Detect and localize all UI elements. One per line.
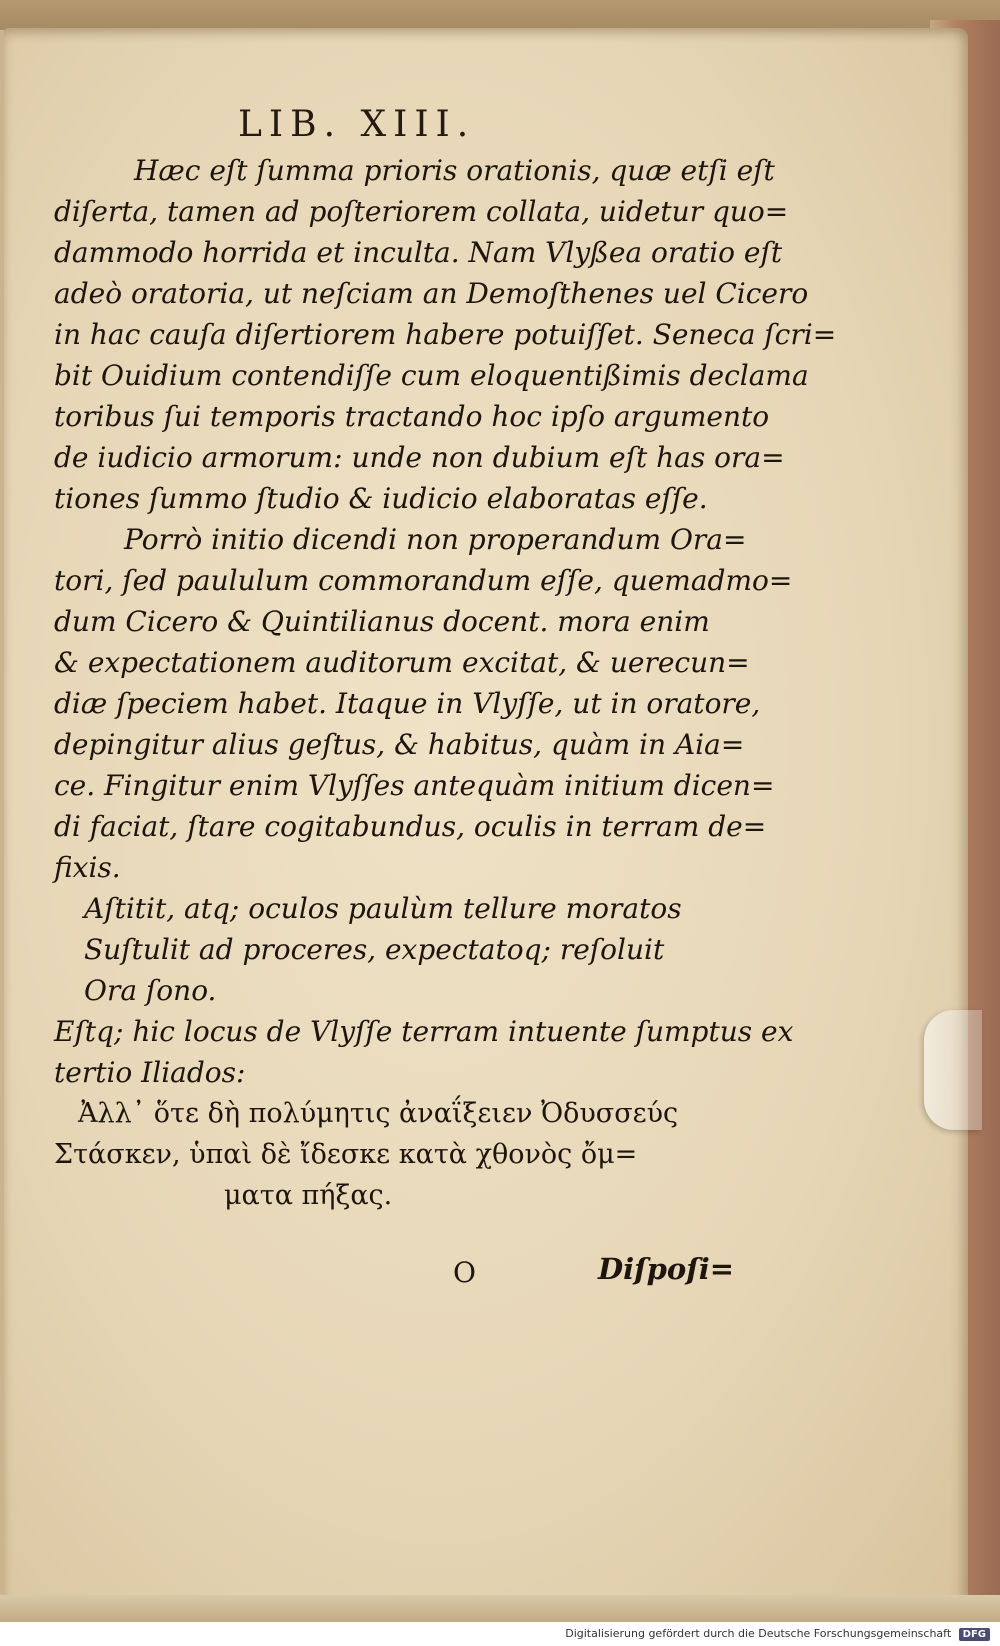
text-line: adeò oratoria, ut neſciam an Demoſthenes uel Cicero	[54, 277, 809, 310]
catchword: Diſpoſi=	[598, 1252, 735, 1286]
text-line: di faciat, ſtare cogitabundus, oculis in terram de=	[54, 810, 767, 843]
text-line: Hæc eſt ſumma prioris orationis, quæ etſi eſt	[134, 154, 775, 187]
verse-line: Ora ſono.	[84, 974, 217, 1007]
text-line: & expectationem auditorum excitat, & uerecun=	[54, 646, 750, 679]
verse-line: Suſtulit ad proceres, expectatoq; reſoluit	[84, 933, 665, 966]
footer-bar	[0, 1622, 1000, 1646]
verse-line: Aſtitit, atq; oculos paulùm tellure moratos	[84, 892, 682, 925]
text-line: bit Ouidium contendiſſe cum eloquentißimis declama	[54, 359, 809, 392]
running-head: LIB. XIII.	[238, 104, 476, 145]
greek-line: Στάσκεν, ὑπαὶ δὲ ἴδεσκε κατὰ χθονὸς ὄμ=	[54, 1139, 638, 1170]
greek-line: ματα πήξας.	[224, 1180, 393, 1211]
text-line: fixis.	[54, 851, 121, 884]
text-line: diæ ſpeciem habet. Itaque in Vlyſſe, ut in oratore,	[54, 687, 761, 720]
text-line: tori, ſed paululum commorandum eſſe, quemadmo=	[54, 564, 793, 597]
text-line: depingitur alius geſtus, & habitus, quàm in Aia=	[54, 728, 745, 761]
text-line: de iudicio armorum: unde non dubium eſt has ora=	[54, 441, 785, 474]
greek-line: Ἀλλ᾽ ὅτε δὴ πολύμητις ἀναΐξειεν Ὀδυσσεύς	[78, 1098, 679, 1129]
bottom-page-edge	[0, 1595, 1000, 1622]
text-line: ce. Fingitur enim Vlyſſes antequàm initium dicen=	[54, 769, 775, 802]
text-line: tiones ſummo ſtudio & iudicio elaboratas eſſe.	[54, 482, 708, 515]
text-line: dum Cicero & Quintilianus docent. mora enim	[54, 605, 710, 638]
footer-text: Digitalisierung gefördert durch die Deutsche Forschungsgemeinschaft	[565, 1627, 952, 1640]
main-text	[54, 150, 837, 1216]
text-line: in hac cauſa diſertiorem habere potuiſſet. Seneca ſcri=	[54, 318, 837, 351]
text-line: Eſtq; hic locus de Vlyſſe terram intuente ſumptus ex	[54, 1015, 794, 1048]
text-line: toribus ſui temporis tractando hoc ipſo argumento	[54, 400, 770, 433]
top-page-edge	[0, 0, 1000, 30]
page-clip	[924, 1010, 982, 1130]
signature-mark: O	[453, 1256, 476, 1289]
text-line: tertio Iliados:	[54, 1056, 246, 1089]
text-line: dammodo horrida et inculta. Nam Vlyßea oratio eſt	[54, 236, 783, 269]
dfg-logo: DFG	[959, 1628, 990, 1641]
text-line: Porrò initio dicendi non properandum Ora=	[124, 523, 747, 556]
text-line: diſerta, tamen ad poſteriorem collata, uidetur quo=	[54, 195, 789, 228]
